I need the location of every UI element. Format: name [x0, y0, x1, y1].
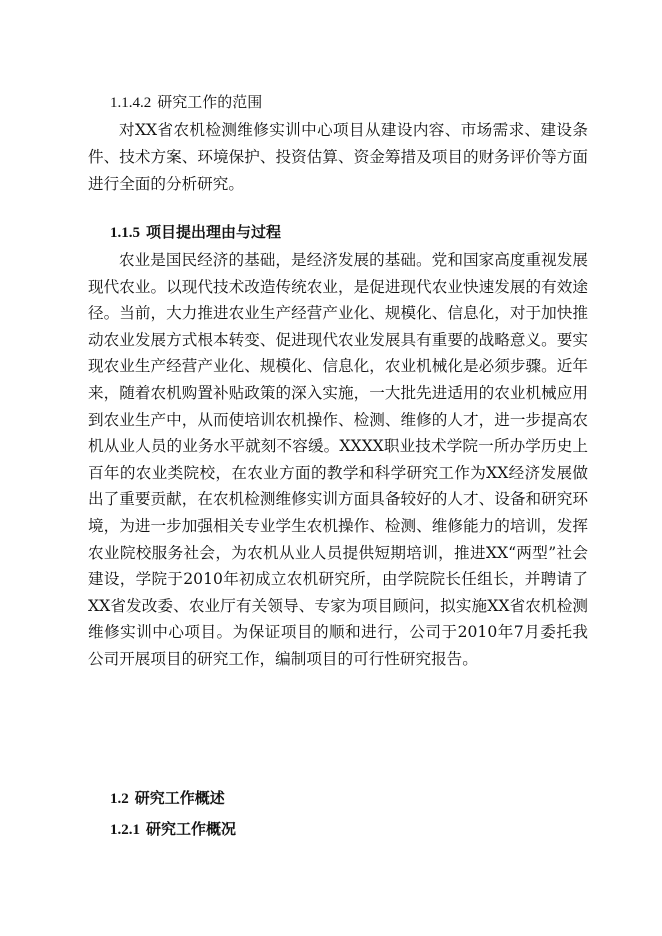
paragraph-project-reasons: 农业是国民经济的基础，是经济发展的基础。党和国家高度重视发展现代农业。以现代技术改造传统农业，是促进现代农业快速发展的有效途径。当前，大力推进农业生产经营产业化、规模化、信息化，对于加快推动农业发展方式根本转变、促进现代农业发展具有重要的战略意义。要实现农业生产经营产业化、规模化、信息化，农业机械化是必须步骤。近年来，随着农机购置补贴政策的深入实施，一大批先进适用的农业机械应用到农业生产中，从而使培训农机操作、检测、维修的人才，进一步提高农机从业人员的业务水平就刻不容缓。XXXX职业技术学院一所办学历史上百年的农业类院校，在农业方面的教学和科学研究工作为XX经济发展做出了重要贡献，在农机检测维修实训方面具备较好的人才、设备和研究环境，为进一步加强相关专业学生农机操作、检测、维修能力的培训，发挥农业院校服务社会，为农机从业人员提供短期培训，推进XX“两型”社会建设，学院于2010年初成立农机研究所，由学院院长任组长，并聘请了XX省发改委、农业厅有关领导、专家为项目顾问，拟实施XX省农机检测维修实训中心项目。为保证项目的顺和进行，公司于2010年7月委托我公司开展项目的研究工作，编制项目的可行性研究报告。 [88, 251, 588, 668]
section-title: 研究工作概述 [134, 789, 225, 807]
section-title: 项目提出理由与过程 [146, 223, 282, 241]
section-heading-1-2 [110, 788, 225, 809]
section-title: 研究工作的范围 [157, 93, 263, 111]
section-number: 1.1.4.2 [110, 95, 152, 111]
section-number: 1.2.1 [110, 822, 140, 838]
section-heading-1-2-1 [110, 819, 236, 840]
paragraph-research-scope: 对XX省农机检测维修实训中心项目从建设内容、市场需求、建设条件、技术方案、环境保护、投资估算、资金筹措及项目的财务评价等方面进行全面的分析研究。 [88, 121, 588, 193]
section-title: 研究工作概况 [146, 820, 237, 838]
section-number: 1.2 [110, 791, 129, 807]
section-number: 1.1.5 [110, 225, 140, 241]
section-heading-1-1-5 [110, 222, 281, 243]
section-heading-1-1-4-2 [110, 92, 262, 113]
